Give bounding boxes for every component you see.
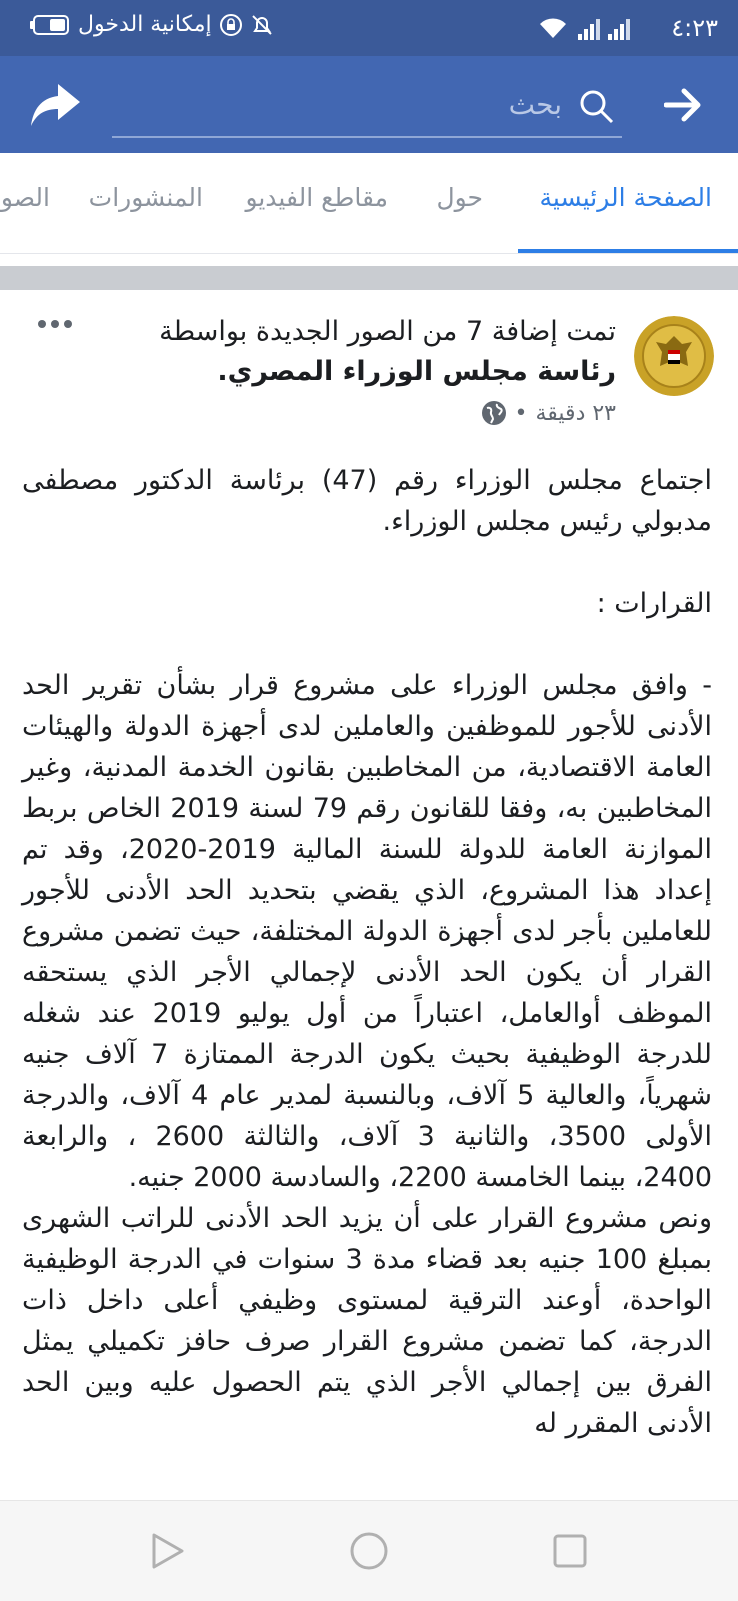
post-paragraph-1: - وافق مجلس الوزراء على مشروع قرار بشأن تقرير الحد الأدنى للأجور للموظفين والعاملين لدى أجهزة الدولة والهيئات العامة الاقتصادية، من المخاطبين بقانون الخدمة المدنية، وغير المخاطبين به، وفقا للقانون رقم 79 لسنة 2019 الخاص بربط الموازنة العامة للدولة للسنة المالية 2019-2020، وقد تم إعداد هذا المشروع، الذي يقضي بتحديد الحد الأدنى للأجور للعاملين بأجر لدى أجهزة الدولة المختلفة، حيث تضمن مشروع القرار أن يكون الحد الأدنى لإجمالي الأجر الذي يستحقه الموظف أوالعامل، اعتباراً من أول يوليو 2019 عند شغله للدرجة الوظيفية بحيث يكون الدرجة الممتازة 7 آلاف جنيه شهرياً، والعالية 5 آلاف، وبالنسبة لمدير عام 4 آلاف، والدرجة الأولى 3500، والثانية 3 آلاف، والثالثة 2600 ، والرابعة 2400، بينما الخامسة 2200، والسادسة 2000 جنيه. bbox=[22, 670, 712, 1193]
nav-home-icon[interactable] bbox=[349, 1531, 389, 1571]
system-nav-bar bbox=[0, 1500, 738, 1601]
signal-icon bbox=[578, 16, 648, 42]
post-body bbox=[22, 460, 712, 1444]
dot-icon bbox=[38, 320, 46, 328]
nav-back-icon[interactable] bbox=[148, 1531, 188, 1571]
header-prefix: تمت إضافة 7 من الصور الجديدة بواسطة bbox=[159, 316, 616, 347]
dot-icon bbox=[64, 320, 72, 328]
active-tab-indicator bbox=[518, 249, 738, 253]
search-field[interactable] bbox=[112, 78, 622, 138]
post-card bbox=[0, 290, 738, 1500]
lock-icon bbox=[220, 14, 242, 36]
tab-posts[interactable]: المنشورات bbox=[88, 183, 203, 212]
back-arrow-icon[interactable] bbox=[664, 88, 702, 122]
post-intro: اجتماع مجلس الوزراء رقم (47) برئاسة الدكتور مصطفى مدبولي رئيس مجلس الوزراء. bbox=[22, 465, 712, 537]
meta-separator: • bbox=[514, 400, 528, 426]
tab-videos[interactable]: مقاطع الفيديو bbox=[245, 183, 388, 212]
search-placeholder: بحث bbox=[508, 88, 562, 121]
mute-bell-icon bbox=[250, 13, 274, 37]
share-icon[interactable] bbox=[28, 80, 82, 130]
more-options-button[interactable] bbox=[38, 320, 72, 328]
dot-icon bbox=[51, 320, 59, 328]
tab-about[interactable]: حول bbox=[436, 183, 483, 212]
page-avatar[interactable] bbox=[634, 316, 714, 396]
wifi-icon bbox=[538, 16, 568, 40]
post-header bbox=[146, 312, 616, 392]
access-label: إمكانية الدخول bbox=[78, 12, 212, 37]
battery-icon bbox=[30, 14, 70, 36]
decisions-heading: القرارات : bbox=[596, 588, 712, 619]
page-tabs bbox=[0, 153, 738, 254]
app-bar bbox=[0, 56, 738, 153]
page-name-link[interactable]: رئاسة مجلس الوزراء المصري. bbox=[217, 356, 616, 387]
tab-home[interactable]: الصفحة الرئيسية bbox=[539, 183, 712, 212]
feed-separator bbox=[0, 266, 738, 290]
post-time[interactable]: ٢٣ دقيقة bbox=[535, 400, 616, 426]
status-left-group bbox=[30, 12, 274, 37]
status-time: ٤:٢٣ bbox=[671, 14, 718, 42]
post-paragraph-2: ونص مشروع القرار على أن يزيد الحد الأدنى للراتب الشهرى بمبلغ 100 جنيه بعد قضاء مدة 3 سنوات في الدرجة الوظيفية الواحدة، أوعند الترقية لمستوى وظيفي أعلى داخل ذات الدرجة، كما تضمن مشروع القرار صرف حافز تكميلي يمثل الفرق بين إجمالي الأجر الذي يتم الحصول عليه وبين الحد الأدنى المقرر له bbox=[22, 1203, 712, 1439]
tab-photos[interactable]: الصو bbox=[0, 183, 50, 212]
globe-icon bbox=[481, 400, 507, 426]
nav-recents-icon[interactable] bbox=[550, 1531, 590, 1571]
post-meta bbox=[481, 400, 617, 426]
search-icon bbox=[578, 88, 614, 124]
status-bar bbox=[0, 0, 738, 56]
egypt-emblem-icon bbox=[634, 316, 714, 396]
